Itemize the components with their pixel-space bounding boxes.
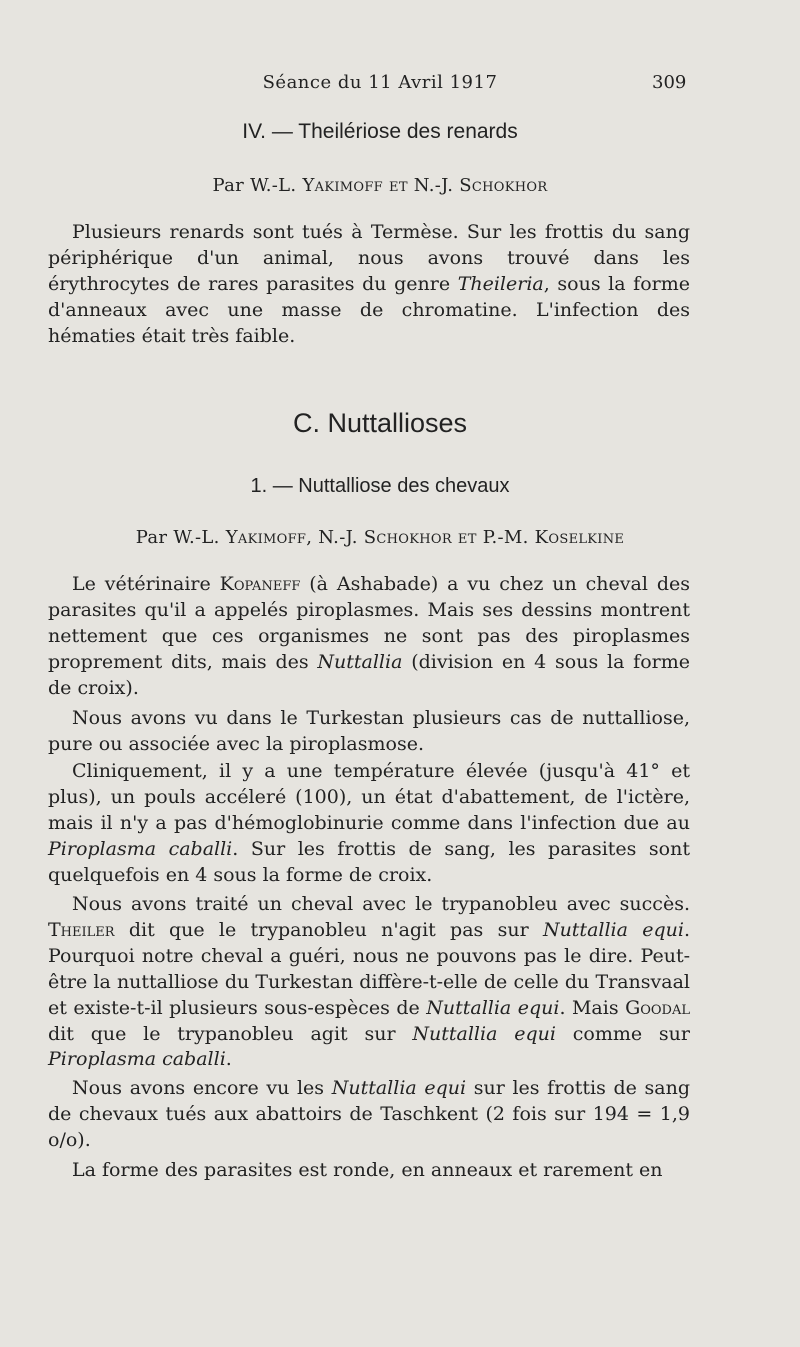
text-run: Nous avons encore vu les [72, 1077, 332, 1099]
text-run: (division en 4 sous la forme de croix). [48, 650, 690, 699]
section-1-byline [0, 527, 760, 548]
species-name: Piroplasma caballi [48, 837, 233, 860]
section-1-paragraph-1 [48, 572, 690, 702]
text-run: . Pourquoi notre cheval a guéri, nous ne pouvons pas le dire. Peut-être la nuttalliose du Turkestan diffère-t-elle de celle du Transvaal et existe-t-il plusieurs sous-espèces de [48, 918, 691, 1019]
section-iv-byline [0, 175, 760, 196]
page-number: 309 [652, 72, 687, 93]
section-1-paragraph-3 [48, 759, 690, 889]
byline-authors: W.-L. Yakimoff et N.-J. Schokhor [250, 175, 548, 196]
genus-name: Theileria [457, 272, 544, 295]
text-run: , sous la forme d'anneaux avec une masse de chromatine. L'infection des hématies était très faible. [48, 272, 690, 347]
text-run: . Mais [559, 996, 626, 1019]
section-iv-paragraph [48, 220, 690, 350]
text-run: sur les frottis de sang de chevaux tués aux abattoirs de Taschkent (2 fois sur 194 = 1,9 o/o). [48, 1077, 691, 1151]
text-run: Le vétérinaire [72, 573, 220, 595]
genus-name: Nuttallia [317, 650, 403, 673]
species-name: Nuttallia equi [412, 1022, 556, 1045]
byline-prefix: Par [135, 527, 168, 548]
author-name: Kopaneff [219, 573, 301, 595]
text-run: Plusieurs renards sont tués à Termèse. Sur les frottis du sang périphérique d'un animal, nous avons trouvé dans les érythrocytes de rares parasites du genre [48, 221, 690, 295]
byline-prefix: Par [212, 175, 245, 196]
section-iv-title: IV. — Theilériose des renards [242, 120, 518, 143]
text-run: La forme des parasites est ronde, en anneaux et rarement en [72, 1159, 663, 1181]
byline-authors: W.-L. Yakimoff, N.-J. Schokhor et P.-M. Koselkine [173, 527, 625, 548]
section-c-title: C. Nuttallioses [292, 408, 468, 438]
species-name: Nuttallia equi [426, 996, 560, 1019]
section-1-paragraph-6 [48, 1158, 690, 1184]
author-name: Theiler [48, 918, 115, 941]
text-run: comme sur [555, 1022, 691, 1045]
text-run: (à Ashabade) a vu chez un cheval des parasites qu'il a appelés piroplasmes. Mais ses dessins montrent nettement que ces organismes ne sont pas des piroplasmes proprement dits, mais des [48, 573, 690, 673]
text-run: dit que le trypanobleu n'agit pas sur [114, 918, 543, 941]
species-name: Piroplasma caballi [48, 1048, 226, 1071]
running-head: Séance du 11 Avril 1917 [262, 72, 498, 93]
section-1-title: 1. — Nuttalliose des chevaux [250, 475, 510, 497]
section-1-paragraph-2 [48, 706, 690, 758]
author-name: Goodal [625, 996, 690, 1019]
text-run: dit que le trypanobleu agit sur [48, 1022, 413, 1045]
text-run: Cliniquement, il y a une température élevée (jusqu'à 41° et plus), un pouls accéleré (100), un état d'abattement, de l'ictère, mais il n'y a pas d'hémoglobinurie comme dans l'infection due au [48, 760, 690, 834]
page-header [0, 72, 800, 102]
text-run: . [225, 1048, 232, 1071]
section-1-paragraph-4 [48, 892, 690, 1073]
text-run: Nous avons traité un cheval avec le trypanobleu avec succès. [72, 893, 690, 915]
text-run: . Sur les frottis de sang, les parasites sont quelquefois en 4 sous la forme de croix. [48, 837, 690, 886]
section-1-paragraph-5 [48, 1076, 690, 1154]
species-name: Nuttallia equi [542, 918, 684, 941]
text-run: Nous avons vu dans le Turkestan plusieurs cas de nuttalliose, pure ou associée avec la piroplasmose. [48, 707, 690, 755]
species-name: Nuttallia equi [331, 1077, 467, 1099]
